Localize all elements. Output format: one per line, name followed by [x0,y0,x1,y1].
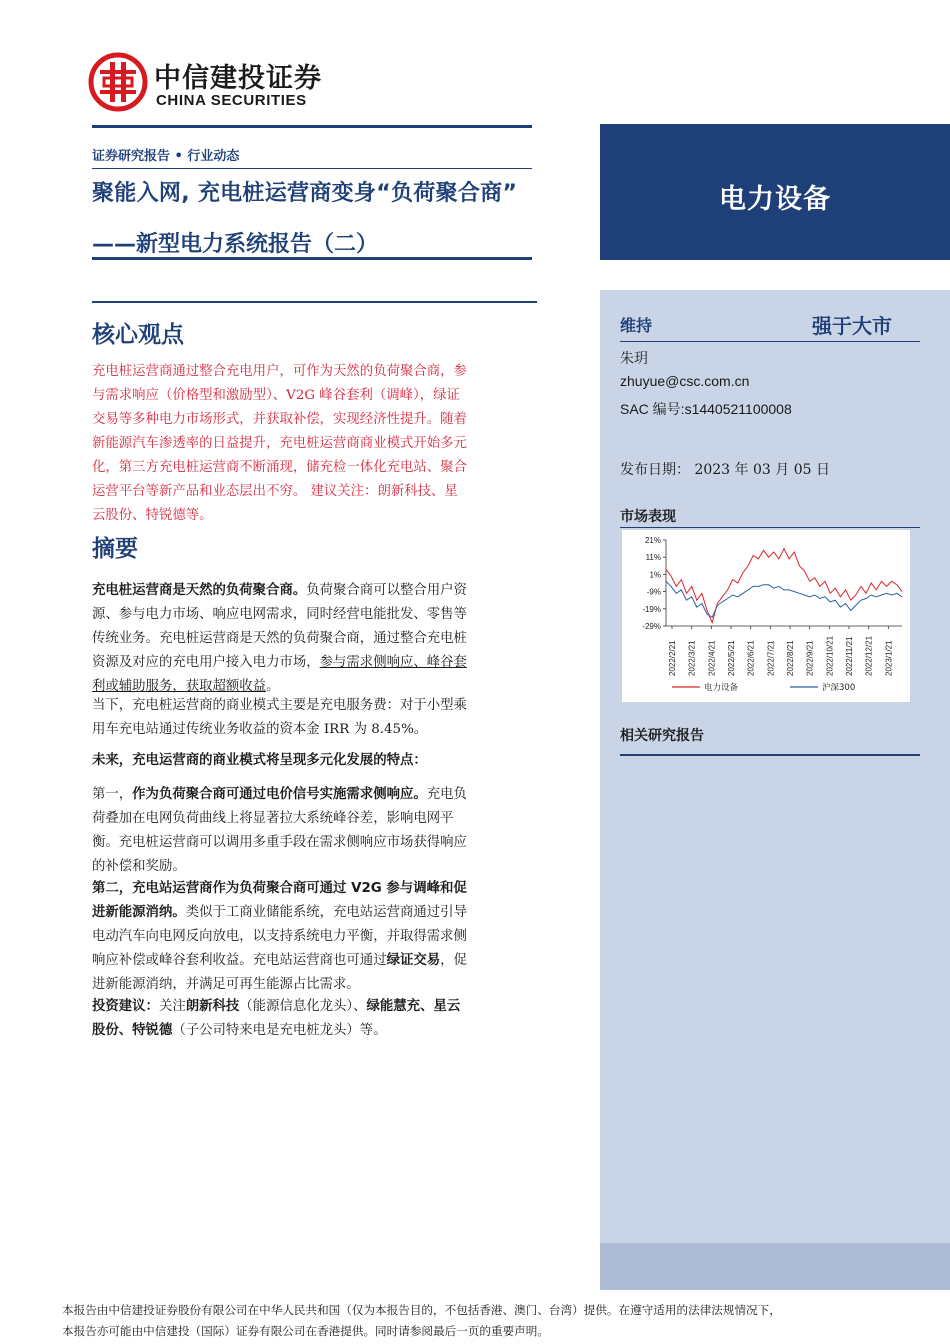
series-line-index [666,581,902,617]
para-text: 当下，充电桩运营商的商业模式主要是充电服务费：对于小型乘 [92,698,467,713]
market-performance-chart [622,530,910,702]
x-tick-label: 2022/9/21 [805,640,815,676]
core-line: 新能源汽车渗透率的日益提升，充电桩运营商商业模式开始多元 [92,436,467,451]
para-text: 资源及对应的充电用户接入电力市场， [92,655,320,670]
analyst-name: 朱玥 [620,350,648,366]
report-title: 聚能入网, 充电桩运营商变身“负荷聚合商” [92,181,518,206]
para-text: 响应补偿或峰谷套利收益。充电站运营商也可通过 [92,953,387,968]
investment-advice [92,995,537,1043]
summary-paragraph-4 [92,783,537,879]
summary-paragraph-1 [92,579,537,699]
para-text: （子公司特来电是充电桩龙头）等。 [172,1023,387,1038]
para-lead: 投资建议： [92,999,159,1014]
x-tick-label: 2022/11/21 [845,636,854,676]
core-line: 与需求响应（价格型和激励型）、V2G 峰谷套利（调峰），绿证 [92,388,460,403]
para-lead: 朗新科技 [185,999,240,1014]
para-text: 传统业务。充电桩运营商是天然的负荷聚合商，通过整合充电桩 [92,631,467,646]
related-reports-heading: 相关研究报告 [620,728,704,744]
core-line: 交易等多种电力市场形式，并获取补偿，实现经济性提升。随着 [92,412,467,427]
sidebar-bottom-band [600,1243,950,1290]
para-text: 进新能源消纳，并满足可再生能源占比需求。 [92,977,360,992]
company-logo-mark-icon [88,52,148,112]
para-text: 。 [266,679,280,694]
x-tick-label: 2022/10/21 [825,635,835,676]
y-tick-label: 1% [649,570,661,580]
logo-english-name: CHINA SECURITIES [156,92,307,109]
footer-disclaimer [62,1300,947,1342]
para-lead: 第二，充电站运营商作为负荷聚合商可通过 V2G 参与调峰和促 [92,881,467,896]
core-view-heading: 核心观点 [92,322,184,348]
sidebar-panel [600,290,950,1290]
core-view-text [92,360,537,528]
x-tick-label: 2022/7/21 [766,640,776,676]
y-tick-label: 21% [644,536,661,545]
x-tick-label: 2022/6/21 [746,640,756,676]
x-tick-label: 2022/2/21 [668,640,677,676]
summary-paragraph-5 [92,877,537,997]
series-line-sector [666,549,902,623]
para-lead: 进新能源消纳。 [92,905,186,920]
para-text: 的补偿和奖励。 [92,859,186,874]
para-text: 电动汽车向电网反向放电，以支持系统电力平衡，并取得需求侧 [92,929,467,944]
para-text: 用车充电站通过传统业务收益的资本金 IRR 为 8.45%。 [92,722,428,737]
report-subtitle: ——新型电力系统报告（二） [92,232,379,257]
para-lead: 绿证交易 [386,953,441,968]
rating-row [620,310,920,338]
summary-paragraph-2 [92,694,537,742]
series-divider [92,168,532,169]
para-text: 负荷聚合商可以整合用户资 [306,583,467,598]
y-tick-label: 11% [645,553,661,563]
para-text: 关注 [158,999,186,1014]
y-tick-label: -9% [646,587,661,597]
x-tick-label: 2022/8/21 [786,640,795,676]
rating-divider [620,341,920,342]
summary-heading: 摘要 [92,536,138,562]
x-tick-label: 2022/5/21 [727,640,736,676]
para-lead: 作为负荷聚合商可通过电价信号实施需求侧响应。 [132,787,427,802]
para-lead: 未来，充电运营商的商业模式将呈现多元化发展的特点： [92,753,427,768]
para-text: 荷叠加在电网负荷曲线上将显著拉大系统峰谷差，影响电网平 [92,811,454,826]
summary-paragraph-3 [92,749,537,773]
core-top-rule [92,301,537,303]
para-text: 类似于工商业储能系统，充电站运营商通过引导 [185,905,467,920]
x-tick-label: 2023/1/21 [884,640,894,676]
company-logo [88,52,338,114]
publish-date: 发布日期： 2023 年 03 月 05 日 [620,462,830,478]
para-text: ，促 [440,953,467,968]
para-lead: 股份、特锐德 [92,1023,173,1038]
sector-banner [600,124,950,260]
para-underlined-text: 利或辅助服务，获取超额收益 [92,679,267,694]
footer-line: 本报告由中信建投证券股份有限公司在中华人民共和国（仅为本报告目的，不包括香港、澳门、台湾）提供。在遵守适用的法律法规情况下， [62,1303,781,1317]
footer-line: 本报告亦可能由中信建投（国际）证券有限公司在香港提供。同时请参阅最后一页的重要声明。 [62,1324,549,1338]
para-lead: 绿能慧充、星云 [366,999,461,1014]
analyst-sac: SAC 编号:s1440521100008 [620,401,792,417]
x-tick-label: 2022/3/21 [687,640,697,676]
para-underlined-text: 参与需求侧响应、峰谷套 [319,655,467,670]
title-bottom-rule [92,257,532,260]
para-lead: 充电桩运营商是天然的负荷聚合商。 [92,583,307,598]
core-line: 运营平台等新产品和业态层出不穷。 建议关注：朗新科技、星 [92,484,458,499]
chart-svg [622,530,910,702]
para-text: 充电负 [426,787,467,802]
y-tick-label: -19% [642,604,661,614]
core-line: 化，第三方充电桩运营商不断涌现，储充检一体化充电站、聚合 [92,460,467,475]
legend-label: 电力设备 [704,683,739,693]
legend-label: 沪深300 [822,683,856,693]
core-line: 云股份、特锐德等。 [92,508,213,523]
report-series-label: 证券研究报告 • 行业动态 [92,149,240,164]
y-tick-label: -29% [642,622,661,631]
para-text: （能源信息化龙头）、 [239,999,367,1014]
related-divider [620,754,920,756]
para-text: 第一， [92,787,133,802]
para-text: 衡。充电桩运营商可以调用多重手段在需求侧响应市场获得响应 [92,835,467,850]
rating-action: 维持 [620,316,653,335]
market-performance-heading: 市场表现 [620,509,676,525]
header-top-rule [92,125,532,128]
core-line: 充电桩运营商通过整合充电用户，可作为天然的负荷聚合商，参 [92,364,467,379]
logo-chinese-name: 中信建投证券 [154,63,322,94]
analyst-email: zhuyue@csc.com.cn [620,373,750,389]
market-divider [620,527,920,528]
x-tick-label: 2022/12/21 [864,635,874,676]
x-tick-label: 2022/4/21 [707,640,717,676]
rating-value: 强于大市 [812,314,892,338]
para-text: 源、参与电力市场、响应电网需求，同时经营电能批发、零售等 [92,607,467,622]
sector-name: 电力设备 [719,184,831,215]
